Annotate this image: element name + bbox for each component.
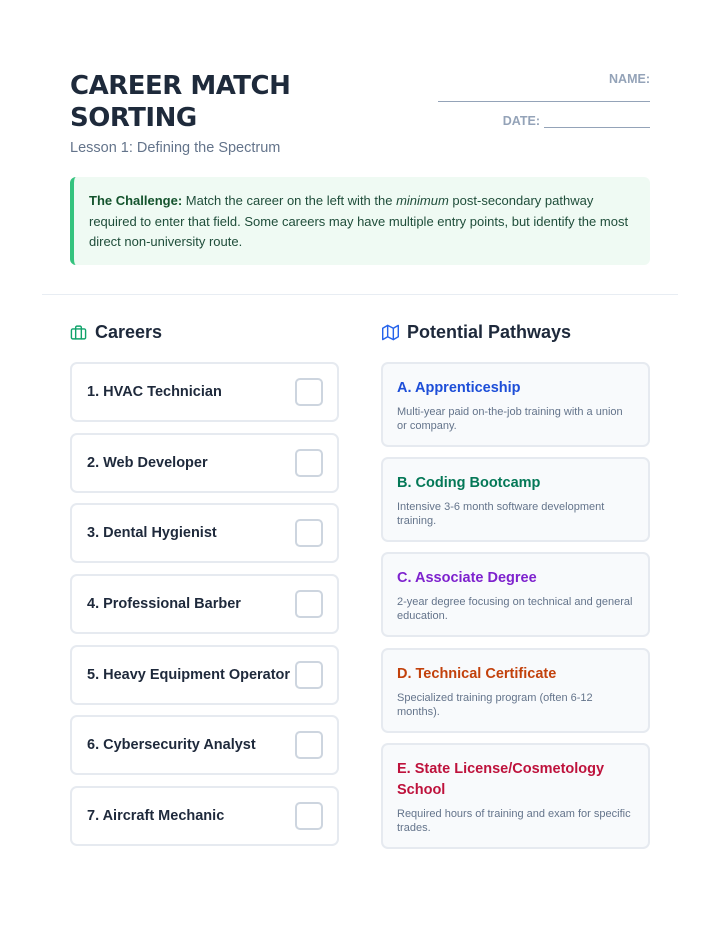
career-item — [70, 715, 339, 775]
pathway-description: Multi-year paid on-the-job training with a union or company. — [397, 406, 623, 432]
pathway-title: B. Coding Bootcamp — [397, 475, 541, 491]
career-label: 1. HVAC Technician — [87, 384, 222, 400]
career-label: 2. Web Developer — [87, 455, 208, 471]
career-checkbox[interactable] — [295, 378, 323, 406]
career-checkbox[interactable] — [295, 661, 323, 689]
career-label: 7. Aircraft Mechanic — [87, 808, 225, 824]
challenge-text-before: Match the career on the left with the — [182, 193, 397, 208]
pathway-description: 2-year degree focusing on technical and general education. — [397, 596, 633, 622]
pathway-title: C. Associate Degree — [397, 570, 537, 586]
career-label: 5. Heavy Equipment Operator — [87, 667, 291, 683]
career-item — [70, 786, 339, 846]
pathway-card-d — [381, 648, 650, 733]
careers-heading-label: Careers — [95, 322, 163, 342]
pathway-title: E. State License/Cosmetology School — [397, 761, 605, 798]
page-title: CAREER MATCH SORTING — [70, 71, 291, 133]
pathway-card-a — [381, 362, 650, 447]
challenge-emphasis: minimum — [396, 193, 449, 208]
pathway-card-e — [381, 743, 650, 849]
map-icon — [382, 324, 399, 341]
lesson-subtitle: Lesson 1: Defining the Spectrum — [70, 140, 281, 156]
section-divider — [42, 294, 678, 295]
challenge-label: The Challenge: — [89, 193, 183, 208]
name-label: NAME: — [609, 72, 650, 86]
career-checkbox[interactable] — [295, 731, 323, 759]
career-label: 4. Professional Barber — [87, 596, 241, 612]
pathway-card-b — [381, 457, 650, 542]
career-item — [70, 645, 339, 705]
pathway-title: A. Apprenticeship — [397, 380, 521, 396]
career-checkbox[interactable] — [295, 449, 323, 477]
name-field[interactable] — [438, 88, 650, 102]
career-label: 3. Dental Hygienist — [87, 525, 217, 541]
career-checkbox[interactable] — [295, 590, 323, 618]
briefcase-icon — [70, 324, 87, 341]
pathway-title: D. Technical Certificate — [397, 666, 557, 682]
careers-heading — [70, 322, 162, 343]
student-info — [438, 72, 650, 128]
pathway-card-c — [381, 552, 650, 637]
career-item — [70, 574, 339, 634]
career-checkbox[interactable] — [295, 802, 323, 830]
career-item — [70, 362, 339, 422]
worksheet-header — [70, 70, 650, 160]
career-item — [70, 433, 339, 493]
pathway-description: Required hours of training and exam for specific trades. — [397, 808, 631, 834]
pathways-heading — [382, 322, 571, 343]
career-item — [70, 503, 339, 563]
challenge-text-after: post-secondary pathway required to enter that field. Some careers may have multiple entry points, but identify the most direct non-university route. — [89, 193, 629, 249]
career-checkbox[interactable] — [295, 519, 323, 547]
date-field[interactable] — [544, 116, 650, 128]
pathway-description: Specialized training program (often 6-12 months). — [397, 692, 593, 718]
pathways-heading-label: Potential Pathways — [407, 322, 572, 342]
pathway-description: Intensive 3-6 month software development training. — [397, 501, 605, 527]
challenge-callout — [70, 177, 650, 265]
career-label: 6. Cybersecurity Analyst — [87, 737, 256, 753]
date-label: DATE: — [502, 114, 540, 128]
